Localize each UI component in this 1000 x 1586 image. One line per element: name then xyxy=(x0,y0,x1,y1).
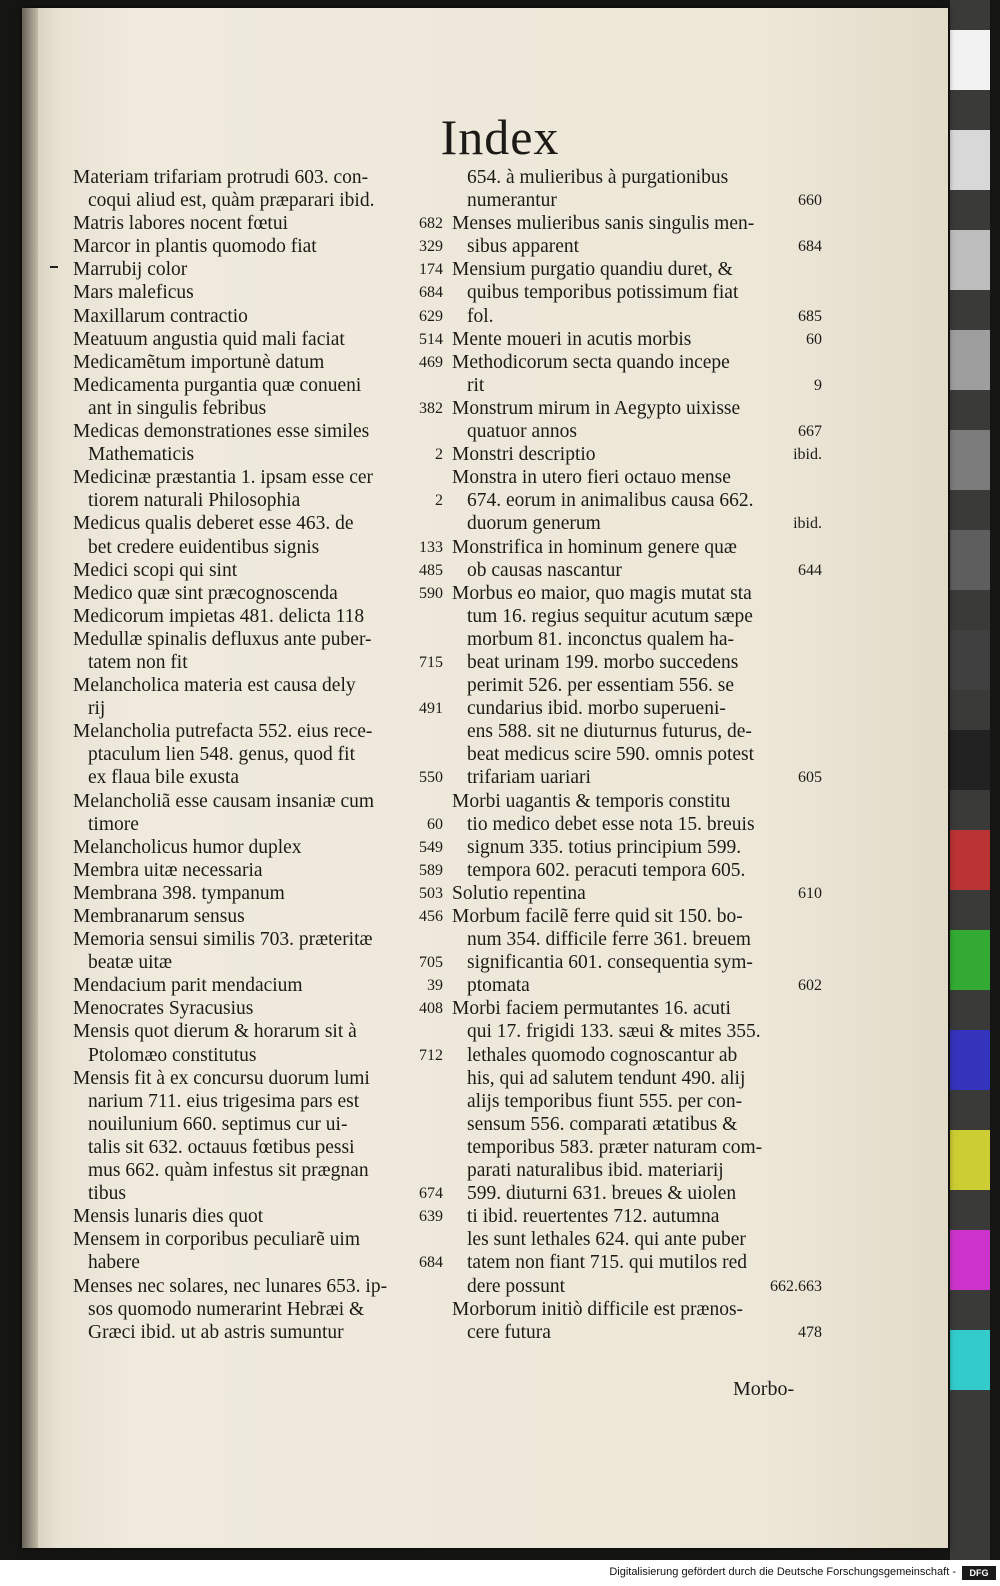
page-reference: 685 xyxy=(798,307,822,325)
page-reference: 408 xyxy=(419,1000,443,1018)
index-entry-line xyxy=(452,212,822,235)
page-reference: 705 xyxy=(419,954,443,972)
entry-text: Maxillarum contractio xyxy=(73,305,248,327)
entry-text: Menses nec solares, nec lunares 653. ip- xyxy=(73,1275,388,1297)
index-entry-line xyxy=(73,489,443,512)
index-column-left xyxy=(73,166,443,1344)
entry-text: Mathematicis xyxy=(88,444,195,466)
entry-text: sos quomodo numerarint Hebræi & xyxy=(88,1298,365,1320)
entry-text: Medicinæ præstantia 1. ipsam esse cer xyxy=(73,467,374,489)
page-reference: 133 xyxy=(419,538,443,556)
index-entry-line xyxy=(452,697,822,720)
index-entry-line xyxy=(452,1020,822,1043)
page-reference: 9 xyxy=(814,376,822,394)
entry-text: Morbum facilẽ ferre quid sit 150. bo- xyxy=(452,906,743,927)
page-reference: 469 xyxy=(419,353,443,371)
index-entry-line xyxy=(452,1159,822,1182)
entry-text: narium 711. eius trigesima pars est xyxy=(88,1090,360,1112)
entry-text: ens 588. sit ne diuturnus futurus, de- xyxy=(467,721,752,743)
index-entry-line xyxy=(73,1228,443,1251)
entry-text: his, qui ad salutem tendunt 490. alij xyxy=(467,1067,746,1089)
entry-text: beat urinam 199. morbo succedens xyxy=(467,651,739,673)
index-entry-line xyxy=(452,1298,822,1321)
index-column-right xyxy=(452,166,822,1344)
entry-text: ob causas nascantur xyxy=(467,559,622,581)
entry-text: ex flaua bile exusta xyxy=(88,767,240,789)
calibration-swatch xyxy=(950,1030,990,1090)
page-reference: 605 xyxy=(798,769,822,787)
page-reference: 174 xyxy=(419,261,443,279)
page-reference: 491 xyxy=(419,700,443,718)
page-reference: 329 xyxy=(419,238,443,256)
calibration-swatch xyxy=(950,1230,990,1290)
index-entry-line xyxy=(452,443,822,466)
index-entry-line xyxy=(452,489,822,512)
entry-text: Melancholicus humor duplex xyxy=(73,836,302,858)
index-entry-line xyxy=(452,189,822,212)
entry-text: 654. à mulieribus à purgationibus xyxy=(467,167,729,188)
index-entry-line xyxy=(73,1044,443,1067)
index-entry-line xyxy=(73,212,443,235)
index-entry-line xyxy=(452,512,822,535)
entry-text: parati naturalibus ibid. materiarij xyxy=(467,1160,724,1182)
entry-text: Medicorum impietas 481. delicta 118 xyxy=(73,605,365,627)
entry-text: coqui aliud est, quàm præparari ibid. xyxy=(88,190,375,212)
entry-text: sibus apparent xyxy=(467,236,580,258)
entry-text: alijs temporibus fiunt 555. per con- xyxy=(467,1090,743,1112)
entry-text: Mensis fit à ex concursu duorum lumi xyxy=(73,1067,370,1089)
page-reference: 684 xyxy=(798,238,822,256)
index-entry-line xyxy=(73,974,443,997)
entry-text: timore xyxy=(88,813,139,835)
index-entry-line xyxy=(73,628,443,651)
entry-text: tempora 602. peracuti tempora 605. xyxy=(467,859,746,881)
entry-text: cundarius ibid. morbo superueni- xyxy=(467,698,726,720)
entry-text: Medicamenta purgantia quæ conueni xyxy=(73,374,362,396)
entry-text: Monstrum mirum in Aegypto uixisse xyxy=(452,397,741,419)
calibration-swatch xyxy=(950,830,990,890)
calibration-swatch xyxy=(950,630,990,690)
index-entry-line xyxy=(73,512,443,535)
index-entry-line xyxy=(452,305,822,328)
index-entry-line xyxy=(452,559,822,582)
entry-text: num 354. difficile ferre 361. breuem xyxy=(467,929,751,951)
index-entry-line xyxy=(452,1044,822,1067)
index-entry-line xyxy=(452,1113,822,1136)
entry-text: Membrana 398. tympanum xyxy=(73,882,285,904)
index-entry-line xyxy=(452,674,822,697)
index-entry-line xyxy=(452,420,822,443)
index-entry-line xyxy=(73,1159,443,1182)
entry-text: Monstrifica in hominum genere quæ xyxy=(452,536,737,558)
entry-text: quibus temporibus potissimum fiat xyxy=(467,282,739,304)
index-entry-line xyxy=(73,189,443,212)
page-reference: ibid. xyxy=(793,515,822,533)
page-reference: 60 xyxy=(806,330,822,348)
index-entry-line xyxy=(73,374,443,397)
page-reference: 382 xyxy=(419,399,443,417)
page-reference: 478 xyxy=(798,1323,822,1341)
index-entry-line xyxy=(452,605,822,628)
entry-text: Mensis quot dierum & horarum sit à xyxy=(73,1021,357,1043)
entry-text: Mars maleficus xyxy=(73,282,194,304)
entry-text: Morborum initiò difficile est prænos- xyxy=(452,1298,744,1320)
index-entry-line xyxy=(73,466,443,489)
page-reference: 667 xyxy=(798,423,822,441)
index-entry-line xyxy=(452,997,822,1020)
index-entry-line xyxy=(452,328,822,351)
index-entry-line xyxy=(73,420,443,443)
entry-text: Monstri descriptio xyxy=(452,444,596,466)
index-entry-line xyxy=(73,605,443,628)
index-entry-line xyxy=(452,790,822,813)
entry-text: Materiam trifariam protrudi 603. con- xyxy=(73,167,369,188)
index-entry-line xyxy=(452,859,822,882)
index-entry-line xyxy=(452,1090,822,1113)
index-entry-line xyxy=(73,351,443,374)
page-reference: 456 xyxy=(419,908,443,925)
entry-text: fol. xyxy=(467,305,494,327)
entry-text: Menses mulieribus sanis singulis men- xyxy=(452,213,755,235)
calibration-swatch xyxy=(950,130,990,190)
page-reference: 712 xyxy=(419,1046,443,1064)
page-reference: 39 xyxy=(427,977,443,995)
page-reference: 590 xyxy=(419,584,443,602)
entry-text: Morbus eo maior, quo magis mutat sta xyxy=(452,582,752,604)
index-entry-line xyxy=(452,1067,822,1090)
entry-text: Medicus qualis deberet esse 463. de xyxy=(73,513,354,535)
entry-text: temporibus 583. præter naturam com- xyxy=(467,1136,763,1158)
dfg-logo: DFG xyxy=(962,1566,996,1580)
index-entry-line xyxy=(452,628,822,651)
entry-text: Morbi uagantis & temporis constitu xyxy=(452,790,731,812)
entry-text: les sunt lethales 624. qui ante puber xyxy=(467,1229,746,1251)
entry-text: Monstra in utero fieri octauo mense xyxy=(452,467,731,489)
entry-text: Medullæ spinalis defluxus ante puber- xyxy=(73,628,372,650)
index-entry-line xyxy=(73,813,443,836)
page-reference: ibid. xyxy=(793,446,822,464)
page-reference: 503 xyxy=(419,884,443,902)
entry-text: Membra uitæ necessaria xyxy=(73,859,263,881)
page-reference: 674 xyxy=(419,1185,443,1203)
index-entry-line xyxy=(73,766,443,789)
page-reference: 549 xyxy=(419,838,443,856)
entry-text: numerantur xyxy=(467,190,557,212)
page-reference: 2 xyxy=(435,492,443,510)
calibration-swatch xyxy=(950,330,990,390)
index-entry-line xyxy=(73,235,443,258)
index-entry-line xyxy=(452,1275,822,1298)
index-entry-line xyxy=(452,1228,822,1251)
catchword: Morbo- xyxy=(733,1378,795,1400)
footer-credit: Digitalisierung gefördert durch die Deutsche Forschungsgemeinschaft - xyxy=(609,1566,956,1578)
entry-text: nouilunium 660. septimus cur ui- xyxy=(88,1113,348,1135)
entry-text: Melancholiã esse causam insaniæ cum xyxy=(73,790,375,812)
index-entry-line xyxy=(452,743,822,766)
index-entry-line xyxy=(73,166,443,189)
index-entry-line xyxy=(73,1251,443,1274)
index-entry-line xyxy=(73,1020,443,1043)
entry-text: Meatuum angustia quid mali faciat xyxy=(73,328,345,350)
index-entry-line xyxy=(452,536,822,559)
index-entry-line xyxy=(452,720,822,743)
entry-text: tum 16. regius sequitur acutum sæpe xyxy=(467,605,753,627)
entry-text: Medicas demonstrationes esse similes xyxy=(73,421,370,443)
page-reference: 715 xyxy=(419,653,443,671)
index-entry-line xyxy=(452,1205,822,1228)
entry-text: Marcor in plantis quomodo fiat xyxy=(73,236,317,258)
entry-text: cere futura xyxy=(467,1321,551,1343)
index-entry-line xyxy=(73,697,443,720)
entry-text: Membranarum sensus xyxy=(73,906,245,927)
index-entry-line xyxy=(73,997,443,1020)
entry-text: 599. diuturni 631. breues & uiolen xyxy=(467,1183,737,1205)
index-entry-line xyxy=(452,466,822,489)
index-entry-line xyxy=(73,397,443,420)
entry-text: Mensium purgatio quandiu duret, & xyxy=(452,259,733,281)
calibration-swatch xyxy=(950,230,990,290)
index-entry-line xyxy=(73,790,443,813)
index-entry-line xyxy=(73,836,443,859)
color-calibration-strip xyxy=(950,0,990,1560)
index-entry-line xyxy=(73,882,443,905)
entry-text: lethales quomodo cognoscantur ab xyxy=(467,1044,738,1066)
index-entry-line xyxy=(73,720,443,743)
entry-text: Marrubij color xyxy=(73,259,188,281)
index-entry-line xyxy=(73,281,443,304)
index-entry-line xyxy=(452,166,822,189)
index-entry-line xyxy=(452,1136,822,1159)
index-entry-line xyxy=(452,281,822,304)
index-entry-line xyxy=(73,536,443,559)
entry-text: Medicamẽtum importunè datum xyxy=(73,351,325,373)
entry-text: Medici scopi qui sint xyxy=(73,559,238,581)
page-reference: 629 xyxy=(419,307,443,325)
footer-bar xyxy=(0,1563,1000,1586)
calibration-swatch xyxy=(950,1130,990,1190)
calibration-swatch xyxy=(950,530,990,590)
calibration-swatch xyxy=(950,30,990,90)
entry-text: signum 335. totius principium 599. xyxy=(467,836,742,858)
index-entry-line xyxy=(452,258,822,281)
entry-text: dere possunt xyxy=(467,1275,566,1297)
entry-text: tatem non fiant 715. qui mutilos red xyxy=(467,1252,747,1274)
index-entry-line xyxy=(73,674,443,697)
index-entry-line xyxy=(73,1205,443,1228)
page-reference: 589 xyxy=(419,861,443,879)
index-entry-line xyxy=(73,905,443,928)
index-entry-line xyxy=(452,1251,822,1274)
index-entry-line xyxy=(73,951,443,974)
page-reference: 2 xyxy=(435,446,443,464)
entry-text: Solutio repentina xyxy=(452,882,586,904)
index-entry-line xyxy=(73,582,443,605)
index-entry-line xyxy=(452,235,822,258)
entry-text: beat medicus scire 590. omnis potest xyxy=(467,744,755,766)
index-entry-line xyxy=(452,1182,822,1205)
page-reference: 550 xyxy=(419,769,443,787)
entry-text: ptomata xyxy=(467,975,530,997)
index-entry-line xyxy=(452,766,822,789)
entry-text: ant in singulis febribus xyxy=(88,397,267,419)
index-entry-line xyxy=(452,351,822,374)
entry-text: Mensem in corporibus peculiarẽ uim xyxy=(73,1229,361,1251)
entry-text: beatæ uitæ xyxy=(88,952,172,974)
entry-text: quatuor annos xyxy=(467,421,577,443)
index-entry-line xyxy=(452,882,822,905)
index-entry-line xyxy=(452,836,822,859)
index-entry-line xyxy=(73,928,443,951)
index-entry-line xyxy=(73,1090,443,1113)
entry-text: tiorem naturali Philosophia xyxy=(88,490,301,512)
page-reference: 602 xyxy=(798,977,822,995)
entry-text: Mente moueri in acutis morbis xyxy=(452,328,692,350)
page-reference: 662.663 xyxy=(770,1277,822,1295)
entry-text: Mendacium parit mendacium xyxy=(73,975,303,997)
entry-text: 674. eorum in animalibus causa 662. xyxy=(467,490,754,512)
entry-text: trifariam uariari xyxy=(467,767,591,789)
entry-text: Matris labores nocent fœtui xyxy=(73,213,288,235)
entry-text: Memoria sensui similis 703. præteritæ xyxy=(73,929,373,951)
index-entry-line xyxy=(452,374,822,397)
index-entry-line xyxy=(452,397,822,420)
index-entry-line xyxy=(73,743,443,766)
page-reference: 514 xyxy=(419,330,443,348)
entry-text: Medico quæ sint præcognoscenda xyxy=(73,582,338,604)
entry-text: Morbi faciem permutantes 16. acuti xyxy=(452,998,731,1020)
entry-text: tio medico debet esse nota 15. breuis xyxy=(467,813,755,835)
entry-text: Melancholica materia est causa dely xyxy=(73,675,356,697)
entry-text: significantia 601. consequentia sym- xyxy=(467,952,753,974)
index-entry-line xyxy=(73,305,443,328)
index-entry-line xyxy=(452,928,822,951)
page-reference: 684 xyxy=(419,284,443,302)
entry-text: ptaculum lien 548. genus, quod fit xyxy=(88,744,356,766)
entry-text: perimit 526. per essentiam 556. se xyxy=(467,675,734,697)
index-entry-line xyxy=(73,1136,443,1159)
calibration-swatch xyxy=(950,1330,990,1390)
entry-text: morbum 81. inconctus qualem ha- xyxy=(467,628,734,650)
page-reference: 684 xyxy=(419,1254,443,1272)
page-reference: 610 xyxy=(798,884,822,902)
index-entry-line xyxy=(73,1067,443,1090)
entry-text: Mensis lunaris dies quot xyxy=(73,1206,264,1228)
calibration-swatch xyxy=(950,930,990,990)
entry-text: Græci ibid. ut ab astris sumuntur xyxy=(88,1321,344,1343)
index-entry-line xyxy=(452,905,822,928)
index-entry-line xyxy=(73,651,443,674)
index-entry-line xyxy=(452,651,822,674)
index-entry-line xyxy=(73,1298,443,1321)
entry-text: Methodicorum secta quando incepe xyxy=(452,351,730,373)
page-reference: 485 xyxy=(419,561,443,579)
index-entry-line xyxy=(73,859,443,882)
index-entry-line xyxy=(73,443,443,466)
page-reference: 60 xyxy=(427,815,443,833)
index-entry-line xyxy=(452,974,822,997)
entry-text: rij xyxy=(88,698,106,720)
entry-text: habere xyxy=(88,1252,140,1274)
index-entry-line xyxy=(73,1275,443,1298)
page-reference: 660 xyxy=(798,192,822,210)
entry-text: ti ibid. reuertentes 712. autumna xyxy=(467,1206,720,1228)
index-entry-line xyxy=(73,1321,443,1344)
index-entry-line xyxy=(73,258,443,281)
page-gutter-shadow xyxy=(22,8,38,1548)
margin-mark xyxy=(50,266,58,268)
entry-text: qui 17. frigidi 133. sæui & mites 355. xyxy=(467,1021,761,1043)
calibration-swatch xyxy=(950,730,990,790)
page-title: Index xyxy=(440,109,560,165)
index-entry-line xyxy=(452,813,822,836)
entry-text: Melancholia putrefacta 552. eius rece- xyxy=(73,721,373,743)
index-entry-line xyxy=(73,1113,443,1136)
index-entry-line xyxy=(73,559,443,582)
index-entry-line xyxy=(73,1182,443,1205)
entry-text: mus 662. quàm infestus sit prægnan xyxy=(88,1160,369,1182)
index-entry-line xyxy=(452,951,822,974)
entry-text: Menocrates Syracusius xyxy=(73,998,254,1020)
page-reference: 682 xyxy=(419,215,443,233)
calibration-swatch xyxy=(950,430,990,490)
page-reference: 644 xyxy=(798,561,822,579)
entry-text: tatem non fit xyxy=(88,651,188,673)
entry-text: rit xyxy=(467,374,485,396)
entry-text: talis sit 632. octauus fœtibus pessi xyxy=(88,1136,355,1158)
entry-text: Ptolomæo constitutus xyxy=(88,1044,257,1066)
page-reference: 639 xyxy=(419,1208,443,1226)
entry-text: sensum 556. comparati ætatibus & xyxy=(467,1113,738,1135)
index-entry-line xyxy=(452,1321,822,1344)
index-entry-line xyxy=(452,582,822,605)
index-entry-line xyxy=(73,328,443,351)
entry-text: duorum generum xyxy=(467,513,601,535)
entry-text: tibus xyxy=(88,1183,126,1205)
entry-text: bet credere euidentibus signis xyxy=(88,536,320,558)
